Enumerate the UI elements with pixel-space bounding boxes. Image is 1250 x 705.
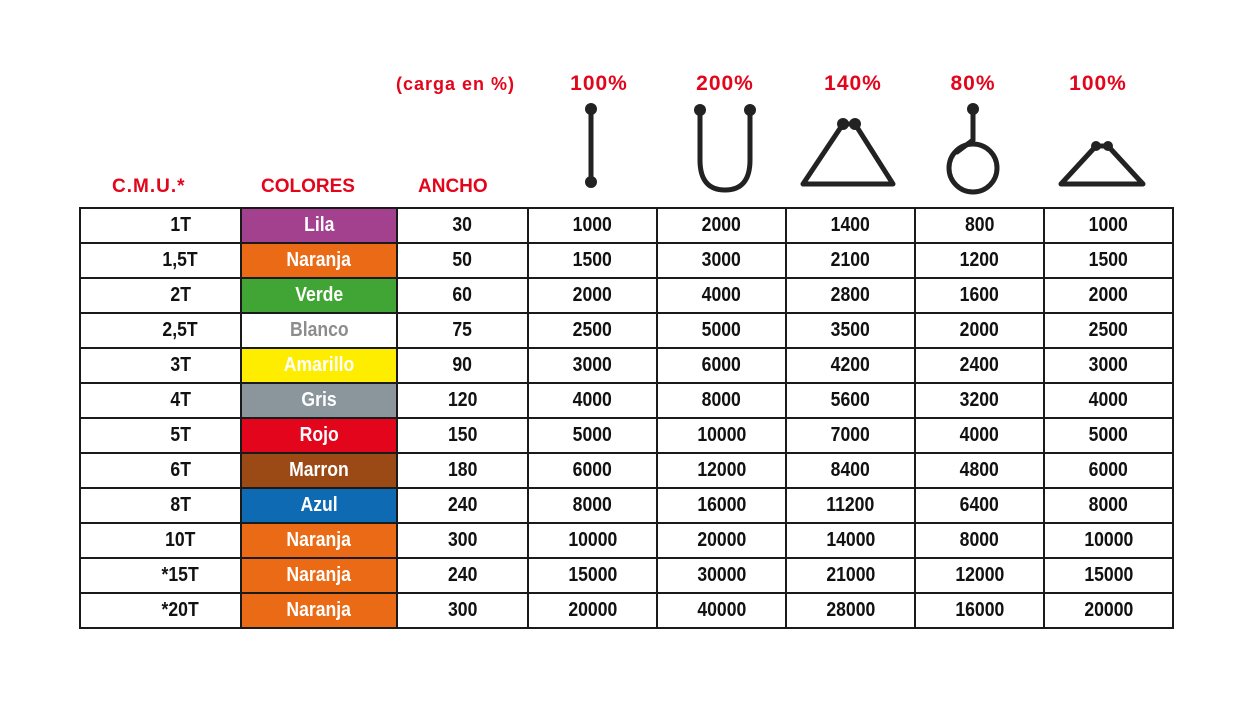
load-cell: 6000 bbox=[528, 453, 657, 488]
load-cell: 14000 bbox=[786, 523, 915, 558]
load-cell: 3200 bbox=[915, 383, 1044, 418]
load-cell: 1600 bbox=[915, 278, 1044, 313]
pct-choker: 80% bbox=[950, 72, 996, 95]
table-row bbox=[80, 418, 1173, 453]
load-cell: 2000 bbox=[1044, 278, 1173, 313]
load-cell: 4000 bbox=[1044, 383, 1173, 418]
load-cell: 6000 bbox=[657, 348, 786, 383]
pct-vertical: 100% bbox=[570, 72, 628, 95]
load-cell: 6400 bbox=[915, 488, 1044, 523]
load-cell: 2500 bbox=[1044, 313, 1173, 348]
table-body bbox=[80, 208, 1173, 628]
cmu-header: C.M.U.* bbox=[112, 176, 186, 197]
table-row bbox=[80, 348, 1173, 383]
color-cell: Naranja bbox=[241, 558, 397, 593]
color-cell: Lila bbox=[241, 208, 397, 243]
load-cell: 16000 bbox=[657, 488, 786, 523]
cmu-cell: 6T bbox=[80, 453, 241, 488]
load-cell: 4000 bbox=[915, 418, 1044, 453]
load-capacity-table bbox=[79, 207, 1174, 629]
ancho-cell: 240 bbox=[397, 558, 528, 593]
ancho-cell: 120 bbox=[397, 383, 528, 418]
cmu-cell: 5T bbox=[80, 418, 241, 453]
load-cell: 5000 bbox=[1044, 418, 1173, 453]
ancho-cell: 50 bbox=[397, 243, 528, 278]
ancho-cell: 60 bbox=[397, 278, 528, 313]
load-cell: 2100 bbox=[786, 243, 915, 278]
table-row bbox=[80, 278, 1173, 313]
basket-triangle-sling-icon bbox=[797, 100, 901, 192]
load-cell: 7000 bbox=[786, 418, 915, 453]
cmu-cell: 1T bbox=[80, 208, 241, 243]
load-cell: 2000 bbox=[657, 208, 786, 243]
load-cell: 8000 bbox=[1044, 488, 1173, 523]
color-cell: Marron bbox=[241, 453, 397, 488]
load-cell: 5000 bbox=[657, 313, 786, 348]
cmu-cell: *20T bbox=[80, 593, 241, 628]
load-cell: 20000 bbox=[657, 523, 786, 558]
pct-wide-triangle: 100% bbox=[1069, 72, 1127, 95]
load-cell: 4000 bbox=[528, 383, 657, 418]
color-cell: Azul bbox=[241, 488, 397, 523]
load-cell: 21000 bbox=[786, 558, 915, 593]
table-row bbox=[80, 523, 1173, 558]
load-cell: 16000 bbox=[915, 593, 1044, 628]
load-cell: 1200 bbox=[915, 243, 1044, 278]
load-cell: 6000 bbox=[1044, 453, 1173, 488]
ancho-header: ANCHO bbox=[418, 176, 488, 197]
load-cell: 1500 bbox=[1044, 243, 1173, 278]
load-cell: 11200 bbox=[786, 488, 915, 523]
ancho-cell: 300 bbox=[397, 593, 528, 628]
table-row bbox=[80, 383, 1173, 418]
load-cell: 3000 bbox=[1044, 348, 1173, 383]
load-cell: 2500 bbox=[528, 313, 657, 348]
color-cell: Naranja bbox=[241, 243, 397, 278]
cmu-cell: 8T bbox=[80, 488, 241, 523]
load-cell: 3000 bbox=[528, 348, 657, 383]
cmu-cell: 3T bbox=[80, 348, 241, 383]
load-cell: 10000 bbox=[657, 418, 786, 453]
table-row bbox=[80, 593, 1173, 628]
load-cell: 8000 bbox=[915, 523, 1044, 558]
color-cell: Blanco bbox=[241, 313, 397, 348]
load-cell: 2000 bbox=[915, 313, 1044, 348]
load-cell: 15000 bbox=[528, 558, 657, 593]
ancho-cell: 150 bbox=[397, 418, 528, 453]
load-cell: 2800 bbox=[786, 278, 915, 313]
load-cell: 2400 bbox=[915, 348, 1044, 383]
pct-u-basket: 200% bbox=[696, 72, 754, 95]
load-cell: 8400 bbox=[786, 453, 915, 488]
cmu-cell: 2,5T bbox=[80, 313, 241, 348]
cmu-cell: 10T bbox=[80, 523, 241, 558]
choker-sling-icon bbox=[943, 100, 1003, 198]
cmu-cell: *15T bbox=[80, 558, 241, 593]
wide-triangle-sling-icon bbox=[1055, 100, 1149, 192]
load-cell: 800 bbox=[915, 208, 1044, 243]
carga-label: (carga en %) bbox=[396, 74, 516, 94]
load-cell: 1000 bbox=[528, 208, 657, 243]
load-cell: 2000 bbox=[528, 278, 657, 313]
load-cell: 20000 bbox=[1044, 593, 1173, 628]
load-cell: 40000 bbox=[657, 593, 786, 628]
table-row bbox=[80, 313, 1173, 348]
load-cell: 15000 bbox=[1044, 558, 1173, 593]
ancho-cell: 240 bbox=[397, 488, 528, 523]
load-cell: 20000 bbox=[528, 593, 657, 628]
load-cell: 1500 bbox=[528, 243, 657, 278]
color-cell: Rojo bbox=[241, 418, 397, 453]
colores-header: COLORES bbox=[261, 176, 355, 197]
load-cell: 10000 bbox=[1044, 523, 1173, 558]
ancho-cell: 90 bbox=[397, 348, 528, 383]
load-cell: 5000 bbox=[528, 418, 657, 453]
load-cell: 1000 bbox=[1044, 208, 1173, 243]
color-cell: Gris bbox=[241, 383, 397, 418]
load-cell: 8000 bbox=[657, 383, 786, 418]
pct-basket-triangle: 140% bbox=[824, 72, 882, 95]
ancho-cell: 180 bbox=[397, 453, 528, 488]
table-row bbox=[80, 488, 1173, 523]
color-cell: Naranja bbox=[241, 593, 397, 628]
load-cell: 5600 bbox=[786, 383, 915, 418]
load-cell: 4800 bbox=[915, 453, 1044, 488]
ancho-cell: 30 bbox=[397, 208, 528, 243]
cmu-cell: 4T bbox=[80, 383, 241, 418]
cmu-cell: 1,5T bbox=[80, 243, 241, 278]
load-cell: 10000 bbox=[528, 523, 657, 558]
load-cell: 3000 bbox=[657, 243, 786, 278]
u-basket-sling-icon bbox=[690, 100, 760, 196]
load-cell: 30000 bbox=[657, 558, 786, 593]
load-cell: 12000 bbox=[657, 453, 786, 488]
table-row bbox=[80, 558, 1173, 593]
ancho-cell: 75 bbox=[397, 313, 528, 348]
color-cell: Amarillo bbox=[241, 348, 397, 383]
ancho-cell: 300 bbox=[397, 523, 528, 558]
load-cell: 3500 bbox=[786, 313, 915, 348]
load-cell: 4000 bbox=[657, 278, 786, 313]
load-cell: 1400 bbox=[786, 208, 915, 243]
load-cell: 12000 bbox=[915, 558, 1044, 593]
load-cell: 28000 bbox=[786, 593, 915, 628]
load-cell: 4200 bbox=[786, 348, 915, 383]
table-row bbox=[80, 453, 1173, 488]
table-row bbox=[80, 208, 1173, 243]
table-row bbox=[80, 243, 1173, 278]
vertical-sling-icon bbox=[575, 100, 607, 192]
cmu-cell: 2T bbox=[80, 278, 241, 313]
color-cell: Verde bbox=[241, 278, 397, 313]
color-cell: Naranja bbox=[241, 523, 397, 558]
load-cell: 8000 bbox=[528, 488, 657, 523]
